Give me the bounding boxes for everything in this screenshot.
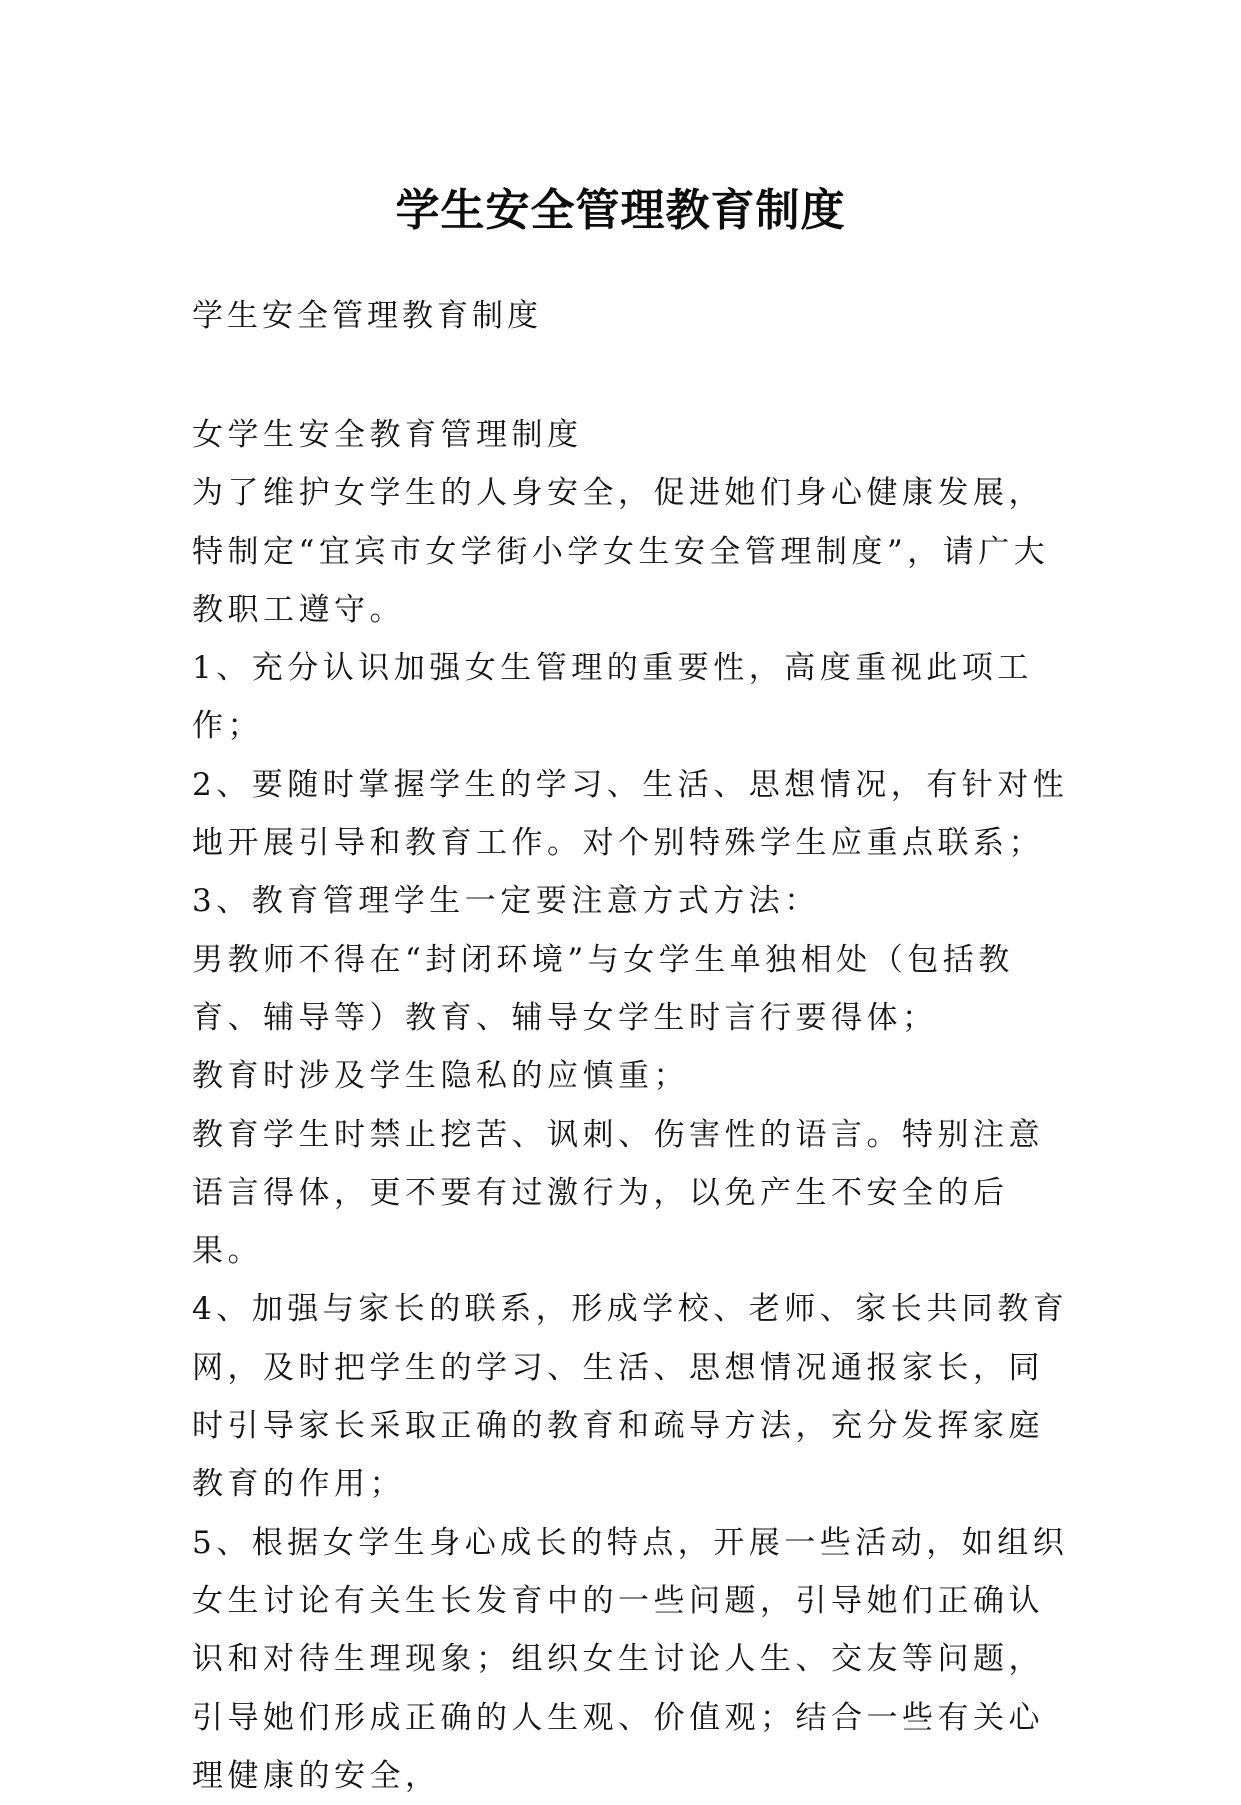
document-subtitle: 学生安全管理教育制度: [192, 298, 542, 334]
paragraph-item-3-rule-1: 男教师不得在“封闭环境”与女学生单独相处（包括教育、辅导等）教育、辅导女学生时言行要得体；: [192, 941, 1014, 1036]
paragraph-item-1: 1、充分认识加强女生管理的重要性，高度重视此项工作；: [192, 650, 1033, 745]
paragraph-section-title: 女学生安全教育管理制度: [192, 417, 583, 453]
paragraph-item-5: 5、根据女学生身心成长的特点，开展一些活动，如组织女生讨论有关生长发育中的一些问题，引导她们正确认识和对待生理现象；组织女生讨论人生、交友等问题，引导她们形成正确的人生观、价值观；结合一些有关心理健康的安全，: [192, 1524, 1069, 1794]
document-body: [192, 406, 1072, 1805]
paragraph-item-3-rule-3: 教育学生时禁止挖苦、讽刺、伤害性的语言。特别注意语言得体，更不要有过激行为，以免产生不安全的后果。: [192, 1116, 1044, 1270]
paragraph-item-3: 3、教育管理学生一定要注意方式方法：: [192, 883, 820, 920]
paragraph-intro: 为了维护女学生的人身安全，促进她们身心健康发展，特制定“宜宾市女学街小学女生安全管理制度”，请广大教职工遵守。: [192, 475, 1050, 628]
document-title: 学生安全管理教育制度: [395, 185, 846, 237]
paragraph-item-4: 4、加强与家长的联系，形成学校、老师、家长共同教育网，及时把学生的学习、生活、思想情况通报家长，同时引导家长采取正确的教育和疏导方法，充分发挥家庭教育的作用；: [192, 1291, 1069, 1503]
paragraph-item-3-rule-2: 教育时涉及学生隐私的应慎重；: [192, 1058, 689, 1095]
paragraph-item-2: 2、要随时掌握学生的学习、生活、思想情况，有针对性地开展引导和教育工作。对个别特殊学生应重点联系；: [192, 766, 1069, 862]
